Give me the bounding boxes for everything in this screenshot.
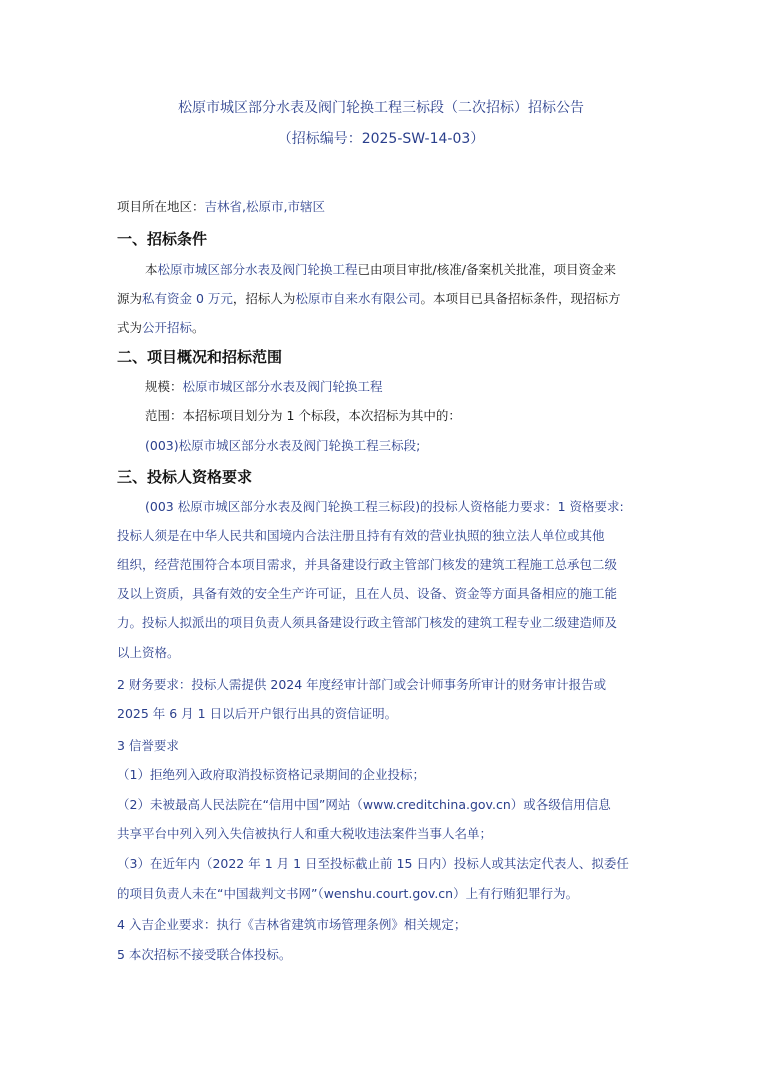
- qualification-line: 及以上资质，具备有效的安全生产许可证，且在人员、设备、资金等方面具备相应的施工能: [117, 586, 618, 601]
- credit-item-2: 共享平台中列入列入失信被执行人和重大税收违法案件当事人名单；: [117, 826, 493, 841]
- qualification-line: 投标人须是在中华人民共和国境内合法注册且持有有效的营业执照的独立法人单位或其他: [117, 528, 605, 543]
- tenderer-name: 松原市自来水有限公司: [295, 291, 421, 306]
- tender-number: （招标编号：2025-SW-14-03）: [277, 131, 485, 147]
- scope-line: 范围：本招标项目划分为 1 个标段，本次招标为其中的：: [145, 408, 461, 423]
- scale-value: 松原市城区部分水表及阀门轮换工程: [182, 379, 383, 394]
- project-region: [117, 199, 325, 215]
- qualification-line: 组织，经营范围符合本项目需求，并具备建设行政主管部门核发的建筑工程施工总承包二级: [117, 557, 618, 572]
- consortium-note: 5 本次招标不接受联合体投标。: [117, 947, 292, 962]
- text-segment: 已由项目审批/核准/备案机关批准，项目资金来: [357, 262, 616, 277]
- lot-line: (003)松原市城区部分水表及阀门轮换工程三标段;: [145, 438, 421, 453]
- credit-item-3: 的项目负责人未在“中国裁判文书网”（wenshu.court.gov.cn）上有行贿犯罪行为。: [117, 886, 579, 901]
- conditions-line-1: [145, 262, 616, 278]
- scale-line: [145, 379, 383, 395]
- credit-item-1: （1）拒绝列入政府取消投标资格记录期间的企业投标；: [117, 767, 425, 782]
- region-label: 项目所在地区：: [117, 199, 205, 214]
- scale-label: 规模：: [145, 379, 183, 394]
- jilin-requirement: 4 入吉企业要求：执行《吉林省建筑市场管理条例》相关规定；: [117, 917, 467, 932]
- qualification-line: 力。投标人拟派出的项目负责人须具备建设行政主管部门核发的建筑工程专业二级建造师及: [117, 615, 618, 630]
- fund-source: 私有资金 0 万元: [142, 291, 233, 306]
- section-heading-conditions: 一、招标条件: [117, 230, 208, 248]
- region-value: 吉林省,松原市,市辖区: [204, 199, 325, 214]
- text-segment: ，招标人为: [232, 291, 296, 306]
- text-segment: 式为: [117, 320, 143, 335]
- conditions-line-2: [117, 291, 620, 307]
- qualification-line: 以上资格。: [117, 645, 180, 660]
- tender-method: 公开招标: [142, 320, 193, 335]
- conditions-line-3: [117, 320, 205, 336]
- section-heading-overview: 二、项目概况和招标范围: [117, 348, 283, 366]
- section-heading-qualification: 三、投标人资格要求: [117, 468, 253, 486]
- credit-item-2: （2）未被最高人民法院在“信用中国”网站（www.creditchina.gov.cn）或各级信用信息: [117, 797, 611, 812]
- qualification-line: (003 松原市城区部分水表及阀门轮换工程三标段)的投标人资格能力要求：1 资格要求:: [145, 499, 624, 514]
- credit-heading: 3 信誉要求: [117, 738, 179, 753]
- project-name: 松原市城区部分水表及阀门轮换工程: [157, 262, 358, 277]
- finance-line: 2 财务要求：投标人需提供 2024 年度经审计部门或会计师事务所审计的财务审计报告或: [117, 677, 607, 692]
- page-title: 松原市城区部分水表及阀门轮换工程三标段（二次招标）招标公告: [178, 100, 584, 116]
- text-segment: 。本项目已具备招标条件，现招标方: [420, 291, 621, 306]
- text-segment: 。: [192, 320, 205, 335]
- text-segment: 源为: [117, 291, 143, 306]
- finance-line: 2025 年 6 月 1 日以后开户银行出具的资信证明。: [117, 706, 398, 721]
- credit-item-3: （3）在近年内（2022 年 1 月 1 日至投标截止前 15 日内）投标人或其法定代表人、拟委任: [117, 856, 629, 871]
- text-segment: 本: [145, 262, 158, 277]
